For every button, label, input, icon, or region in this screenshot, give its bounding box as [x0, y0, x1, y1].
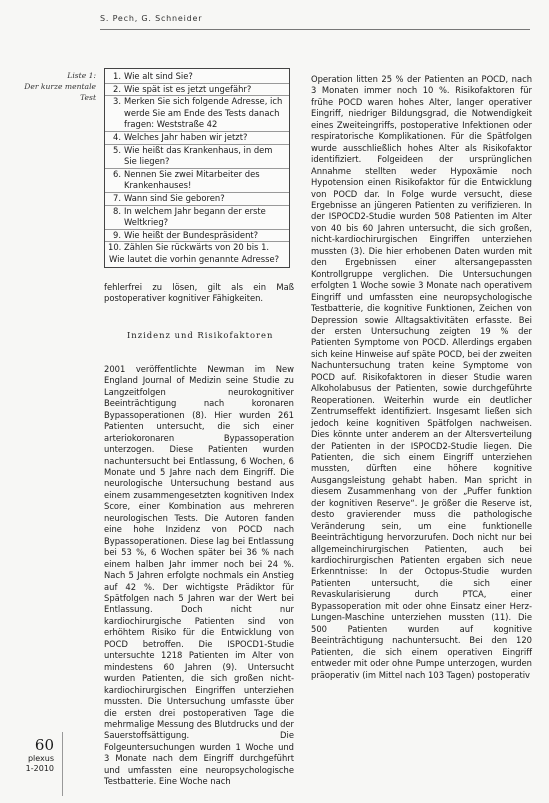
list-item-text: Wie spät ist es jetzt ungefähr?	[124, 83, 252, 94]
left-body-paragraph: 2001 veröffentlichte Newman im New England Journal of Medizin seine Studie zu Langzeitfolgen neurokognitiver Beeinträchtigung nach koronaren Bypassoperationen (8). Hier wurden 261 Patienten untersucht, die sich einer arteriokoronaren Bypassoperation unterzogen. Diese Patienten wurden nachuntersucht bei Entlassung, 6 Wochen, 6 Monate und 5 Jahre nach dem Eingriff. Die neurologische Untersuchung bestand aus einem zusammengesetzten kognitiven Index Score, einer Kombination aus mehreren neurologischen Tests. Die Autoren fanden eine hohe Inzidenz von POCD nach Bypassoperationen. Diese lag bei Entlassung bei 53 %, 6 Wochen später bei 36 % nach einem halben Jahr immer noch bei 24 %. Nach 5 Jahren erfolgte nochmals ein Anstieg auf 42 %. Der wichtigste Prädiktor für Spätfolgen nach 5 Jahren war der Wert bei Entlassung. Doch nicht nur kardiochirurgische Patienten sind von erhöhtem Risiko für die Entwicklung von POCD betroffen. Die ISPOCD1-Studie untersuchte 1218 Patienten im Alter von mindestens 60 Jahren (9). Untersucht wurden Patienten, die sich großen nicht-kardiochirurgischen Eingriffen unterziehen mussten. Die Untersuchung umfasste über die ersten drei postoperativen Tage die mehrmalige Messung des Blutdrucks und der Sauerstoffsättigung. Die Folgeuntersuchungen wurden 1 Woche und 3 Monate nach dem Eingriff durchgeführt und umfassten eine neuropsychologische Testbatterie. Eine Woche nach	[104, 363, 294, 787]
right-column	[311, 74, 532, 681]
list-item-number: 8.	[113, 205, 121, 216]
list-item	[105, 230, 289, 243]
list-item	[105, 169, 289, 193]
list-item	[105, 145, 289, 169]
mental-test-list	[105, 69, 289, 254]
list-item-number: 7.	[113, 192, 121, 203]
list-item-text: Wie heißt der Bundespräsident?	[124, 229, 259, 240]
footer-divider	[62, 732, 63, 796]
left-column	[104, 282, 294, 788]
list-caption	[20, 70, 96, 103]
section-title: Inzidenz und Risikofaktoren	[127, 329, 274, 340]
list-item	[105, 96, 289, 132]
list-caption-title-cont: Test	[80, 93, 96, 102]
list-item	[105, 206, 289, 230]
page-footer	[4, 737, 54, 774]
list-item	[105, 132, 289, 145]
list-item-number: 5.	[113, 144, 121, 155]
list-item-number: 6.	[113, 168, 121, 179]
mental-test-box	[104, 68, 290, 268]
list-item-number: 3.	[113, 96, 121, 107]
list-item-text: Wie alt sind Sie?	[124, 71, 193, 81]
list-item	[105, 71, 289, 84]
list-item-number: 1.	[113, 71, 121, 81]
journal-name: plexus	[27, 754, 54, 763]
list-item-text: Wie heißt das Krankenhaus, in dem Sie liegen?	[124, 144, 273, 167]
mental-test-final-question: Wie lautet die vorhin genannte Adresse?	[109, 253, 280, 264]
journal-issue: 1-2010	[25, 764, 54, 773]
intro-paragraph: fehlerfrei zu lösen, gilt als ein Maß postoperativer kognitiver Fähigkeiten.	[104, 282, 294, 304]
running-title: S. Pech, G. Schneider	[100, 14, 203, 23]
list-item-number: 9.	[113, 229, 121, 240]
list-item	[105, 84, 289, 97]
list-item-number: 2.	[113, 83, 121, 94]
page-number: 60	[34, 736, 54, 754]
list-item-number: 4.	[113, 131, 121, 142]
list-item-text: Nennen Sie zwei Mitarbeiter des Krankenhauses!	[124, 168, 260, 191]
list-item	[105, 242, 289, 254]
list-caption-title: Der kurze mentale	[24, 82, 96, 91]
list-item-text: In welchem Jahr begann der erste Weltkrieg?	[124, 205, 266, 228]
list-item-text: Welches Jahr haben wir jetzt?	[124, 131, 248, 142]
list-caption-label: Liste 1:	[67, 71, 96, 80]
running-header	[100, 13, 530, 30]
list-item-text: Zählen Sie rückwärts von 20 bis 1.	[124, 242, 270, 253]
list-item-text: Merken Sie sich folgende Adresse, ich werde Sie am Ende des Tests danach fragen: Weststraße 42	[124, 96, 283, 130]
list-item	[105, 193, 289, 206]
list-item-number: 10.	[108, 242, 122, 253]
list-item-text: Wann sind Sie geboren?	[124, 192, 225, 203]
right-body-paragraph: Operation litten 25 % der Patienten an POCD, nach 3 Monaten immer noch 10 %. Risikofaktoren für frühe POCD waren hohes Alter, langer operativer Eingriff, niedriger Bildungsgrad, die Notwendigkeit eines Zweiteingriffs, postoperative Infektionen oder respiratorische Komplikationen. Für die Spätfolgen wurde ausschließlich hohes Alter als Risikofaktor identifiziert. Folgeideen der ursprünglichen Annahme stellten weder Hypoxämie noch Hypotension einen Risikofaktor für die Entwicklung von POCD dar. In Folge wurde versucht, diese Ergebnisse an jüngeren Patienten zu verifizieren. In der ISPOCD2-Studie wurden 508 Patienten im Alter von 40 bis 60 Jahren untersucht, die sich großen, nicht-kardiochirurgischen Eingriffen unterziehen mussten (3). Die hier erhobenen Daten wurden mit den Ergebnissen einer altersangepassten Kontrollgruppe verglichen. Die Untersuchungen erfolgten 1 Woche sowie 3 Monate nach operativem Eingriff und umfassten eine neuropsychologische Testbatterie, die kognitive Funktionen, Zeichen von Depression sowie Alltagsaktivitäten erfasste. Bei der ersten Untersuchung zeigten 19 % der Patienten Symptome von POCD. Allerdings ergaben sich keine Hinweise auf späte POCD, bei der zweiten Nachuntersuchung traten keine Symptome von POCD auf. Risikofaktoren in dieser Studie waren Alkoholabusus der Patienten, sowie durchgeführte Reoperationen. Weiterhin wurde ein deutlicher Zentrumseffekt identifiziert. Insgesamt ließen sich jedoch keine kognitiven Spätfolgen nachweisen. Dies könnte unter anderem an der Altersverteilung der Patienten in der ISPOCD2-Studie liegen. Die Patienten, die sich einem Eingriff unterziehen mussten, dürften eine höhere kognitive Ausgangsleistung gehabt haben. Man spricht in diesem Zusammenhang von der „Puffer funktion der kognitiven Reserve“. Je größer die Reserve ist, desto gravierender muss die pathologische Veränderung sein, um eine funktionelle Beeinträchtigung hervorzurufen. Doch nicht nur bei allgemeinchirurgischen Patienten, auch bei kardiochirurgischen Patienten ergaben sich neue Erkenntnisse: In der Octopus-Studie wurden Patienten untersucht, die sich einer Revaskularisierung durch PTCA, einer Bypassoperation mit oder ohne Einsatz einer Herz-Lungen-Maschine unterziehen mussten (11). Die 500 Patienten wurden auf kognitive Beeinträchtigung nachuntersucht. Bei den 120 Patienten, die sich einem operativen Eingriff entweder mit oder ohne Pumpe unterzogen, wurden präoperativ (im Mittel nach 103 Tagen) postoperativ	[311, 74, 532, 680]
